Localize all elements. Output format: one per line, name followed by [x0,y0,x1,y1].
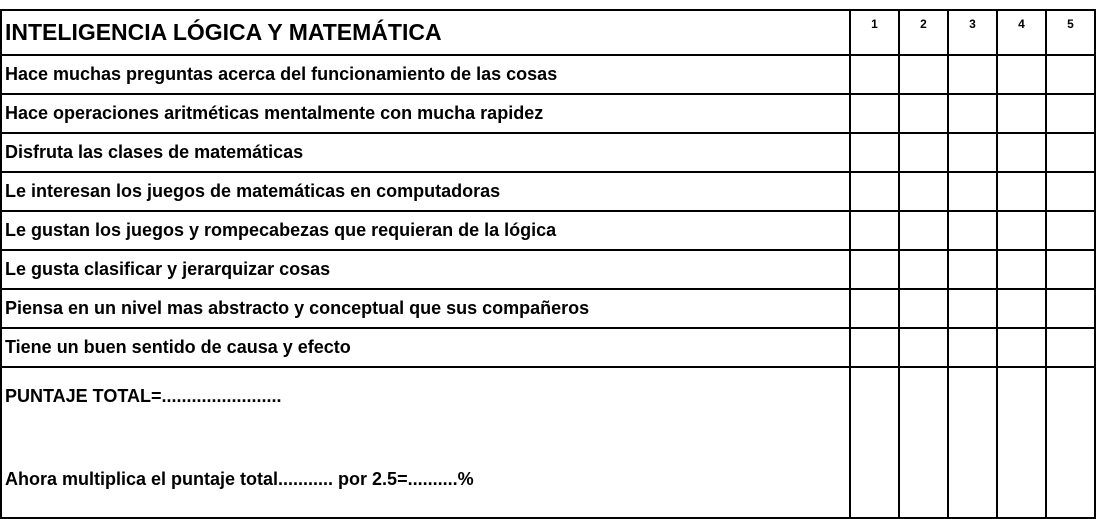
total-score-cell-2[interactable] [899,367,948,518]
scale-header-1: 1 [850,10,899,55]
score-cell-1[interactable] [850,211,899,250]
score-cell-4[interactable] [997,94,1046,133]
score-cell-5[interactable] [1046,211,1095,250]
score-cell-1[interactable] [850,133,899,172]
question-text: Disfruta las clases de matemáticas [1,133,850,172]
question-text: Le gustan los juegos y rompecabezas que requieran de la lógica [1,211,850,250]
score-cell-1[interactable] [850,55,899,94]
total-score-cell-4[interactable] [997,367,1046,518]
question-text: Hace muchas preguntas acerca del funcionamiento de las cosas [1,55,850,94]
table-title: INTELIGENCIA LÓGICA Y MATEMÁTICA [1,10,850,55]
question-text: Le interesan los juegos de matemáticas en computadoras [1,172,850,211]
score-cell-5[interactable] [1046,172,1095,211]
score-cell-2[interactable] [899,328,948,367]
score-cell-3[interactable] [948,55,997,94]
score-cell-3[interactable] [948,133,997,172]
total-score-cell-3[interactable] [948,367,997,518]
score-cell-4[interactable] [997,211,1046,250]
score-cell-5[interactable] [1046,94,1095,133]
scale-header-2: 2 [899,10,948,55]
table-row [1,55,1095,94]
score-cell-1[interactable] [850,94,899,133]
scale-header-4: 4 [997,10,1046,55]
score-cell-4[interactable] [997,133,1046,172]
multiply-instruction: Ahora multiplica el puntaje total........... por 2.5=..........% [5,469,474,489]
table-row [1,133,1095,172]
score-cell-5[interactable] [1046,250,1095,289]
score-cell-4[interactable] [997,55,1046,94]
total-cell [1,367,850,518]
header-row [1,10,1095,55]
table-row [1,172,1095,211]
score-cell-2[interactable] [899,94,948,133]
score-cell-4[interactable] [997,289,1046,328]
score-cell-5[interactable] [1046,133,1095,172]
score-cell-5[interactable] [1046,289,1095,328]
score-cell-1[interactable] [850,172,899,211]
score-cell-2[interactable] [899,133,948,172]
score-cell-4[interactable] [997,328,1046,367]
question-text: Piensa en un nivel mas abstracto y conceptual que sus compañeros [1,289,850,328]
scale-header-5: 5 [1046,10,1095,55]
survey-table [0,9,1096,519]
table-row [1,289,1095,328]
total-row [1,367,1095,518]
score-cell-3[interactable] [948,289,997,328]
score-cell-2[interactable] [899,55,948,94]
question-text: Tiene un buen sentido de causa y efecto [1,328,850,367]
score-cell-5[interactable] [1046,55,1095,94]
question-text: Hace operaciones aritméticas mentalmente con mucha rapidez [1,94,850,133]
scale-header-3: 3 [948,10,997,55]
score-cell-4[interactable] [997,250,1046,289]
score-cell-2[interactable] [899,250,948,289]
score-cell-1[interactable] [850,289,899,328]
score-cell-4[interactable] [997,172,1046,211]
score-cell-2[interactable] [899,211,948,250]
table-row [1,250,1095,289]
score-cell-2[interactable] [899,289,948,328]
score-cell-3[interactable] [948,211,997,250]
table-row [1,211,1095,250]
score-cell-5[interactable] [1046,328,1095,367]
score-cell-3[interactable] [948,328,997,367]
score-cell-3[interactable] [948,250,997,289]
score-cell-1[interactable] [850,250,899,289]
total-score-cell-5[interactable] [1046,367,1095,518]
table-row [1,94,1095,133]
question-text: Le gusta clasificar y jerarquizar cosas [1,250,850,289]
total-score-cell-1[interactable] [850,367,899,518]
score-cell-1[interactable] [850,328,899,367]
total-score-label: PUNTAJE TOTAL=........................ [5,386,282,406]
table-row [1,328,1095,367]
score-cell-3[interactable] [948,172,997,211]
score-cell-2[interactable] [899,172,948,211]
score-cell-3[interactable] [948,94,997,133]
